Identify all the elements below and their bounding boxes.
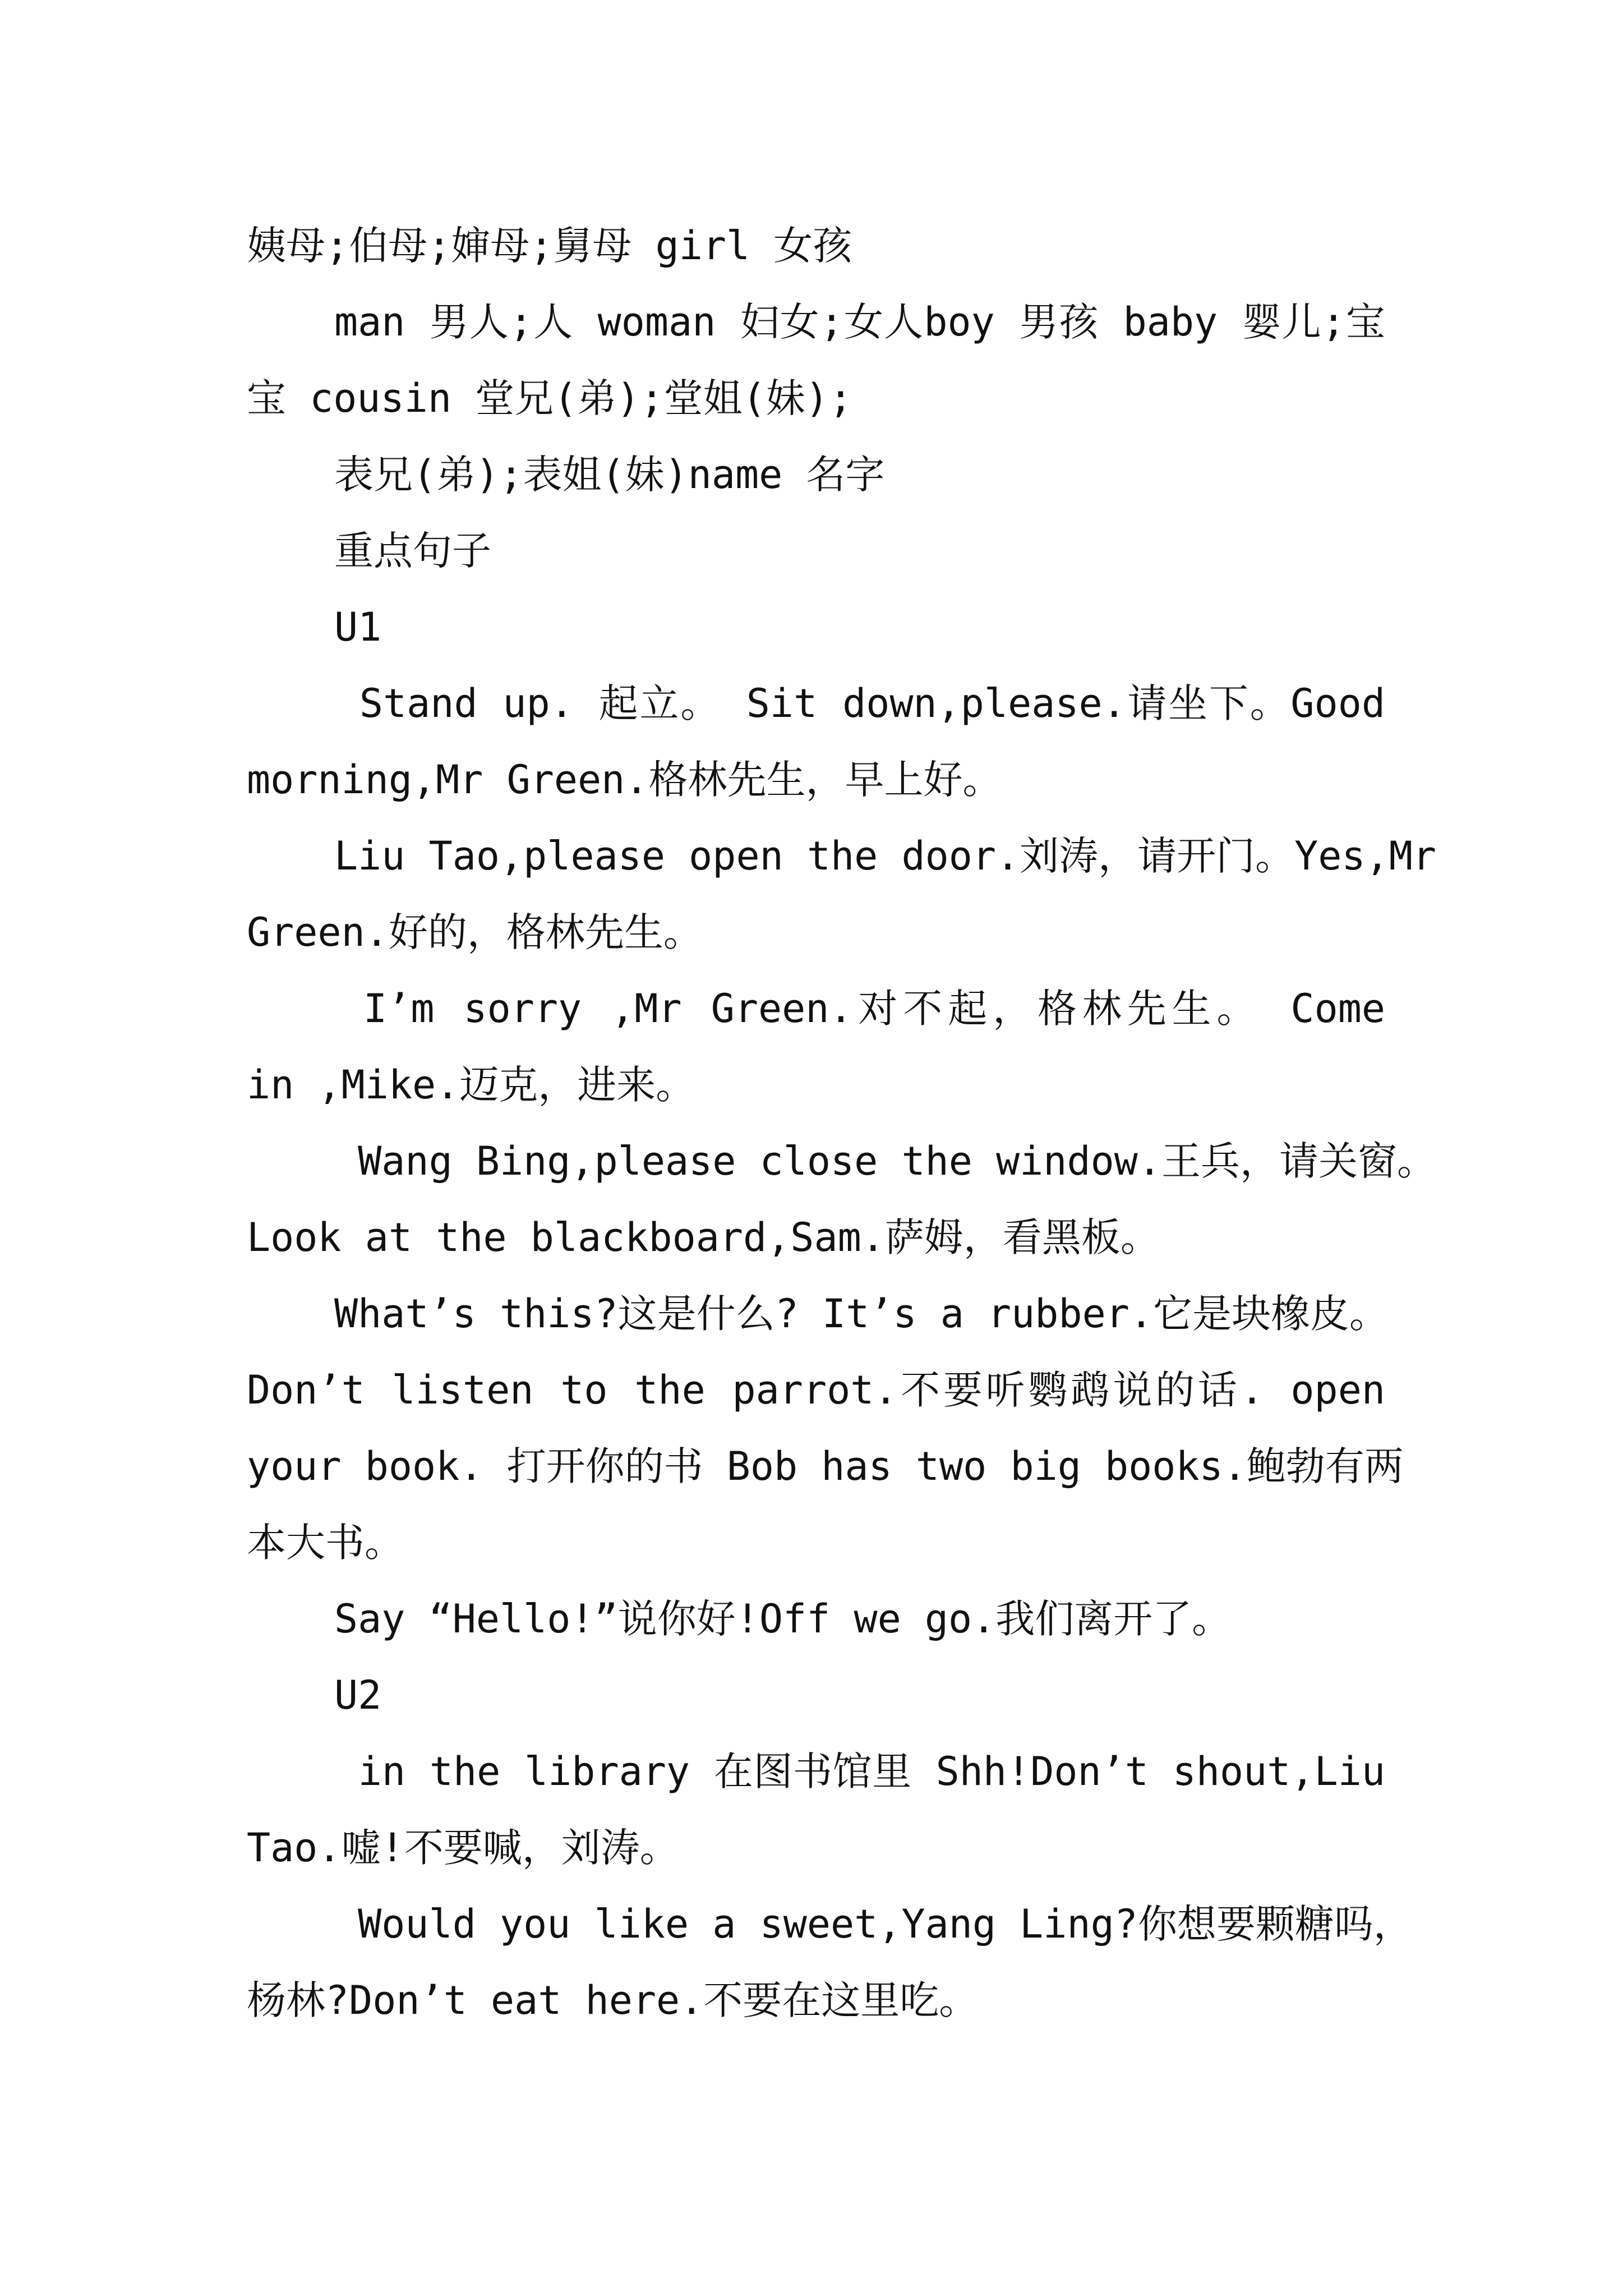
text-line: Look at the blackboard,Sam.萨姆，看黑板。 — [247, 1214, 1160, 1260]
text-line: Liu Tao,please open the door.刘涛，请开门。Yes,Mr — [334, 833, 1437, 879]
unit-heading: U2 — [334, 1672, 382, 1718]
text-line: in ,Mike.迈克，进来。 — [247, 1062, 695, 1108]
text-line: 姨母;伯母;婶母;舅母 girl 女孩 — [247, 223, 852, 269]
text-line: in the library 在图书馆里 Shh!Don’t shout,Liu — [334, 1749, 1385, 1795]
text-line: Would you like a sweet,Yang Ling?你想要颗糖吗， — [334, 1901, 1413, 1947]
text-line: Wang Bing,please close the window.王兵，请关窗。 — [334, 1138, 1437, 1184]
text-line: man 男人;人 woman 妇女;女人boy 男孩 baby 婴儿;宝 — [334, 299, 1385, 345]
text-line: I’m sorry ,Mr Green.对不起，格林先生。 Come — [334, 986, 1385, 1032]
text-line: Stand up. 起立。 Sit down,please.请坐下。Good — [334, 680, 1385, 726]
text-line: 杨林?Don’t eat here.不要在这里吃。 — [247, 1977, 979, 2023]
document-body — [247, 208, 1437, 2039]
text-line: 宝 cousin 堂兄(弟);堂姐(妹); — [247, 375, 853, 421]
text-line: Say “Hello!”说你好!Off we go.我们离开了。 — [334, 1596, 1232, 1642]
text-line: What’s this?这是什么? It’s a rubber.它是块橡皮。 — [334, 1291, 1389, 1337]
text-line: Tao.嘘!不要喊，刘涛。 — [247, 1825, 679, 1871]
text-line: morning,Mr Green.格林先生，早上好。 — [247, 757, 1002, 803]
text-line: Green.好的，格林先生。 — [247, 909, 703, 955]
text-line: your book. 打开你的书 Bob has two big books.鲍勃有两 — [247, 1443, 1404, 1489]
text-line: Don’t listen to the parrot.不要听鹦鹉说的话. open — [247, 1367, 1385, 1413]
text-line: 表兄(弟);表姐(妹)name 名字 — [334, 452, 885, 498]
text-line: 本大书。 — [247, 1520, 404, 1566]
section-heading: 重点句子 — [334, 528, 491, 574]
unit-heading: U1 — [334, 604, 382, 650]
